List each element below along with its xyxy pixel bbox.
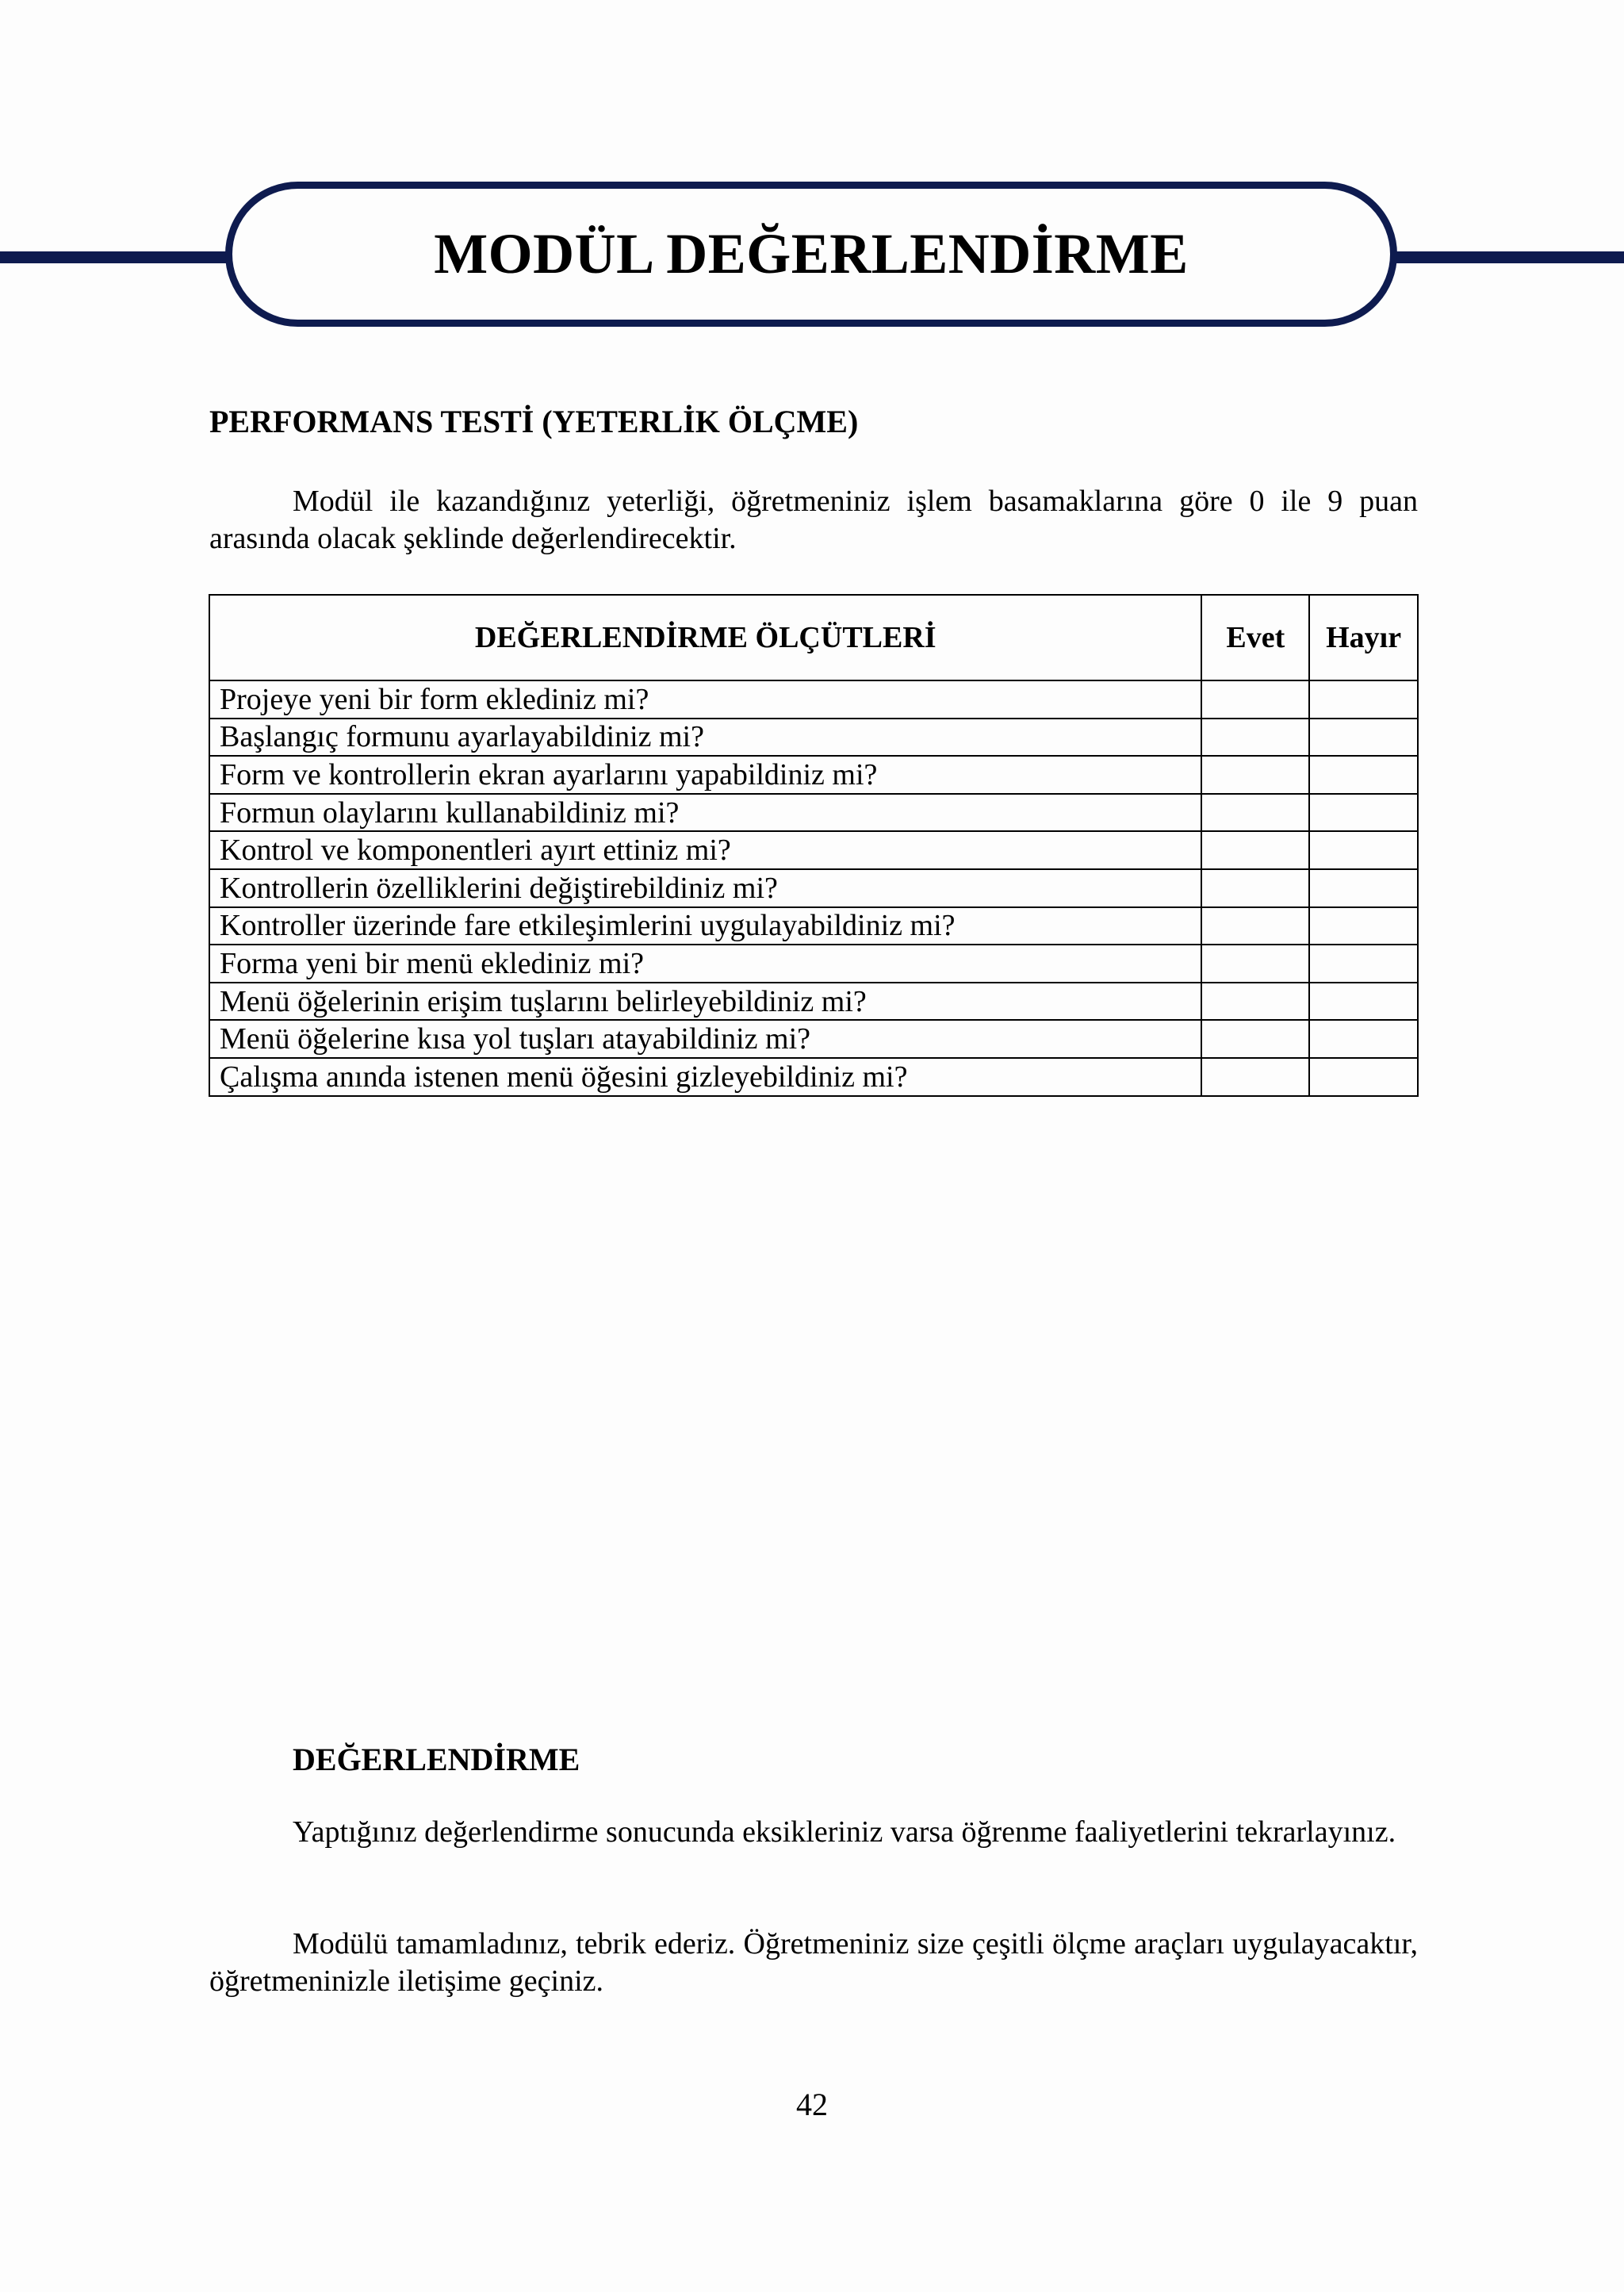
no-checkbox-cell[interactable]	[1309, 831, 1418, 869]
criteria-row	[209, 1058, 1418, 1096]
no-checkbox-cell[interactable]	[1309, 983, 1418, 1021]
criteria-text: Forma yeni bir menü eklediniz mi?	[209, 945, 1201, 983]
no-checkbox-cell[interactable]	[1309, 756, 1418, 794]
yes-checkbox-cell[interactable]	[1201, 719, 1309, 757]
no-checkbox-cell[interactable]	[1309, 1058, 1418, 1096]
criteria-row	[209, 680, 1418, 719]
criteria-text: Kontrol ve komponentleri ayırt ettiniz mi?	[209, 831, 1201, 869]
criteria-table	[209, 594, 1419, 1097]
evaluation-paragraph-2: Modülü tamamladınız, tebrik ederiz. Öğretmeniniz size çeşitli ölçme araçları uygulayacaktır, öğretmeninizle iletişime geçiniz.	[209, 1927, 1418, 1998]
criteria-text: Projeye yeni bir form eklediniz mi?	[209, 680, 1201, 719]
yes-checkbox-cell[interactable]	[1201, 907, 1309, 945]
yes-header: Evet	[1201, 595, 1309, 680]
no-checkbox-cell[interactable]	[1309, 680, 1418, 719]
criteria-header: DEĞERLENDİRME ÖLÇÜTLERİ	[209, 595, 1201, 680]
yes-checkbox-cell[interactable]	[1201, 983, 1309, 1021]
header-rule-left	[0, 251, 232, 263]
header-rule-right	[1394, 251, 1624, 263]
criteria-text: Çalışma anında istenen menü öğesini gizleyebildiniz mi?	[209, 1058, 1201, 1096]
yes-checkbox-cell[interactable]	[1201, 1058, 1309, 1096]
criteria-row	[209, 794, 1418, 832]
criteria-row	[209, 945, 1418, 983]
criteria-row	[209, 756, 1418, 794]
criteria-header-row	[209, 595, 1418, 680]
no-checkbox-cell[interactable]	[1309, 907, 1418, 945]
yes-checkbox-cell[interactable]	[1201, 831, 1309, 869]
page-title: MODÜL DEĞERLENDİRME	[434, 222, 1189, 286]
yes-checkbox-cell[interactable]	[1201, 945, 1309, 983]
no-checkbox-cell[interactable]	[1309, 945, 1418, 983]
yes-checkbox-cell[interactable]	[1201, 680, 1309, 719]
criteria-row	[209, 831, 1418, 869]
criteria-text: Kontrollerin özelliklerini değiştirebildiniz mi?	[209, 869, 1201, 907]
criteria-text: Form ve kontrollerin ekran ayarlarını yapabildiniz mi?	[209, 756, 1201, 794]
yes-checkbox-cell[interactable]	[1201, 1020, 1309, 1058]
evaluation-heading: DEĞERLENDİRME	[293, 1742, 580, 1777]
criteria-row	[209, 983, 1418, 1021]
no-header: Hayır	[1309, 595, 1418, 680]
no-checkbox-cell[interactable]	[1309, 869, 1418, 907]
yes-checkbox-cell[interactable]	[1201, 869, 1309, 907]
criteria-row	[209, 907, 1418, 945]
criteria-text: Kontroller üzerinde fare etkileşimlerini uygulayabildiniz mi?	[209, 907, 1201, 945]
no-checkbox-cell[interactable]	[1309, 1020, 1418, 1058]
performance-intro: Modül ile kazandığınız yeterliği, öğretmeniniz işlem basamaklarına göre 0 ile 9 puan arasında olacak şeklinde değerlendirecektir.	[209, 485, 1418, 555]
no-checkbox-cell[interactable]	[1309, 794, 1418, 832]
evaluation-paragraph-1: Yaptığınız değerlendirme sonucunda eksikleriniz varsa öğrenme faaliyetlerini tekrarlayınız.	[293, 1815, 1396, 1849]
page-number: 42	[796, 2087, 828, 2122]
criteria-row	[209, 869, 1418, 907]
criteria-text: Menü öğelerinin erişim tuşlarını belirleyebildiniz mi?	[209, 983, 1201, 1021]
criteria-text: Formun olaylarını kullanabildiniz mi?	[209, 794, 1201, 832]
no-checkbox-cell[interactable]	[1309, 719, 1418, 757]
criteria-text: Başlangıç formunu ayarlayabildiniz mi?	[209, 719, 1201, 757]
performance-heading: PERFORMANS TESTİ (YETERLİK ÖLÇME)	[209, 404, 859, 439]
yes-checkbox-cell[interactable]	[1201, 756, 1309, 794]
yes-checkbox-cell[interactable]	[1201, 794, 1309, 832]
criteria-text: Menü öğelerine kısa yol tuşları atayabildiniz mi?	[209, 1020, 1201, 1058]
criteria-row	[209, 719, 1418, 757]
criteria-row	[209, 1020, 1418, 1058]
